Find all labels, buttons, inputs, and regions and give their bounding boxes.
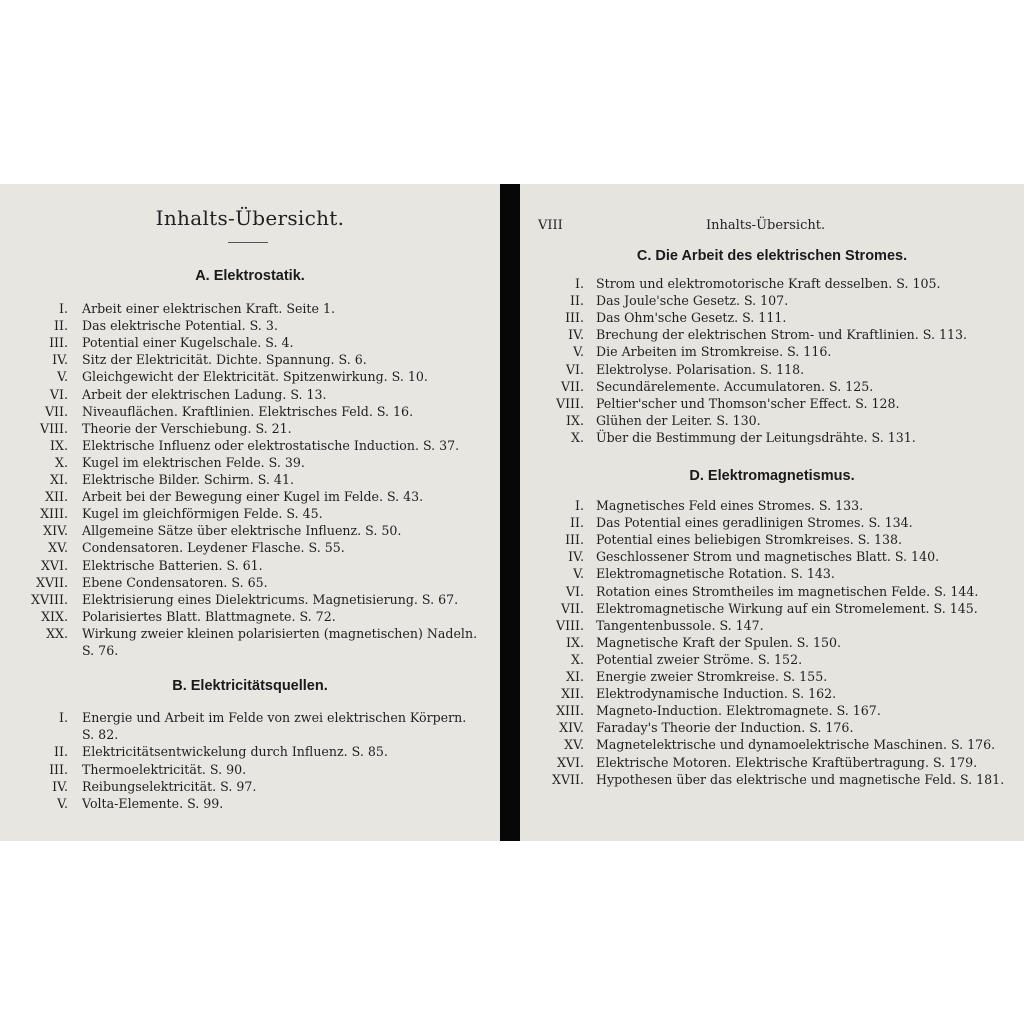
entry-number: VIII.: [555, 617, 584, 633]
entry-text: Arbeit der elektrischen Ladung. S. 13.: [82, 386, 327, 402]
entry-text: Über die Bestimmung der Leitungsdrähte. S. 131.: [596, 429, 916, 445]
entry-number: IX.: [566, 412, 584, 428]
entry-number: I.: [575, 276, 584, 291]
entry-text: Gleichgewicht der Elektricität. Spitzenwirkung. S. 10.: [82, 369, 428, 385]
entry-text: Elektrische Bilder. Schirm. S. 41.: [82, 472, 294, 487]
entry-number: IV.: [52, 778, 68, 794]
entry-text: Polarisiertes Blatt. Blattmagnete. S. 72.: [82, 608, 336, 624]
title-rule: [228, 242, 268, 243]
entry-number: I.: [575, 498, 584, 513]
entry-number: IV.: [568, 327, 584, 343]
entry-text: S. 76.: [82, 643, 119, 658]
entry-number: V.: [573, 566, 584, 582]
book-gutter: [500, 184, 520, 841]
entry-number: IX.: [50, 437, 68, 453]
entry-text: Strom und elektromotorische Kraft desselben. S. 105.: [596, 276, 941, 291]
entry-text: Elektrolyse. Polarisation. S. 118.: [596, 361, 805, 377]
entry-number: XVI.: [40, 557, 68, 573]
entry-number: VII.: [44, 403, 68, 419]
entry-number: IX.: [566, 634, 584, 650]
entry-number: II.: [570, 515, 584, 531]
entry-text: Ebene Condensatoren. S. 65.: [82, 574, 268, 590]
entry-text: Reibungselektricität. S. 97.: [82, 778, 257, 794]
entry-text: Potential eines beliebigen Stromkreises. S. 138.: [596, 532, 903, 548]
book-spread: [0, 184, 1024, 841]
entry-number: XII.: [45, 489, 68, 505]
entry-number: VII.: [560, 600, 584, 616]
entry-text: Geschlossener Strom und magnetisches Blatt. S. 140.: [596, 549, 940, 565]
entry-text: Wirkung zweier kleinen polarisierten (magnetischen) Nadeln.: [82, 625, 478, 641]
entry-number: VI.: [49, 386, 68, 402]
entry-text: Kugel im gleichförmigen Felde. S. 45.: [82, 506, 323, 522]
section-heading: A. Elektrostatik.: [195, 268, 305, 284]
entry-text: Das Joule'sche Gesetz. S. 107.: [596, 293, 789, 309]
entry-text: Tangentenbussole. S. 147.: [596, 617, 764, 633]
entry-text: Allgemeine Sätze über elektrische Influenz. S. 50.: [82, 523, 402, 539]
entry-text: Hypothesen über das elektrische und magnetische Feld. S. 181.: [596, 771, 1005, 787]
entry-text: Kugel im elektrischen Felde. S. 39.: [82, 454, 305, 470]
entry-text: Elektrische Motoren. Elektrische Kraftübertragung. S. 179.: [596, 754, 978, 770]
entry-number: VII.: [560, 378, 584, 394]
entry-text: Potential zweier Ströme. S. 152.: [596, 651, 803, 667]
entry-text: Theorie der Verschiebung. S. 21.: [82, 420, 292, 436]
entry-text: Elektricitätsentwickelung durch Influenz. S. 85.: [82, 744, 388, 760]
entry-number: XVII.: [35, 574, 68, 590]
right-page: [520, 184, 1024, 841]
entry-number: II.: [54, 318, 68, 334]
entry-text: Magnetische Kraft der Spulen. S. 150.: [596, 634, 842, 650]
entry-text: Brechung der elektrischen Strom- und Kraftlinien. S. 113.: [596, 327, 968, 343]
entry-number: XI.: [566, 669, 584, 684]
entry-number: XV.: [564, 737, 584, 753]
entry-number: I.: [59, 710, 68, 725]
entry-text: Elektrische Batterien. S. 61.: [82, 557, 263, 573]
entry-text: Energie und Arbeit im Felde von zwei elektrischen Körpern.: [82, 710, 467, 725]
entry-text: Rotation eines Stromtheiles im magnetischen Felde. S. 144.: [596, 583, 979, 599]
entry-text: Das Ohm'sche Gesetz. S. 111.: [596, 310, 787, 326]
entry-number: III.: [49, 335, 68, 351]
entry-text: Das Potential eines geradlinigen Stromes. S. 134.: [596, 515, 913, 531]
entry-number: XIV.: [43, 523, 68, 539]
entry-text: Elektrische Influenz oder elektrostatische Induction. S. 37.: [82, 437, 460, 453]
entry-text: Potential einer Kugelschale. S. 4.: [82, 335, 294, 351]
entry-number: XIII.: [40, 506, 68, 522]
entry-text: Arbeit einer elektrischen Kraft. Seite 1.: [82, 301, 335, 316]
entry-text: Elektromagnetische Wirkung auf ein Stromelement. S. 145.: [596, 600, 978, 616]
entry-text: Condensatoren. Leydener Flasche. S. 55.: [82, 540, 345, 556]
entry-text: Glühen der Leiter. S. 130.: [596, 412, 761, 428]
section-heading: B. Elektricitätsquellen.: [172, 678, 328, 694]
entry-number: IV.: [568, 549, 584, 565]
section-heading: D. Elektromagnetismus.: [689, 468, 855, 484]
entry-number: XV.: [48, 540, 68, 556]
entry-number: VIII.: [555, 395, 584, 411]
entry-number: III.: [49, 761, 68, 777]
entry-number: X.: [571, 651, 584, 667]
page-number: VIII: [538, 218, 563, 233]
entry-number: XII.: [561, 686, 584, 702]
entry-number: III.: [565, 310, 584, 326]
entry-text: Volta-Elemente. S. 99.: [82, 796, 224, 811]
entry-number: V.: [57, 369, 68, 385]
entry-text: Niveauflächen. Kraftlinien. Elektrisches Feld. S. 16.: [82, 403, 414, 419]
entry-number: VI.: [565, 361, 584, 377]
entry-number: VI.: [565, 583, 584, 599]
entry-text: Arbeit bei der Bewegung einer Kugel im Felde. S. 43.: [82, 489, 424, 505]
entry-number: XIX.: [41, 608, 68, 624]
entry-number: XX.: [46, 625, 68, 641]
entry-number: XVII.: [551, 771, 584, 787]
entry-text: S. 82.: [82, 727, 119, 743]
entry-text: Faraday's Theorie der Induction. S. 176.: [596, 720, 854, 736]
entry-number: XIII.: [556, 703, 584, 719]
entry-number: V.: [57, 796, 68, 811]
entry-number: I.: [59, 301, 68, 316]
entry-text: Sitz der Elektricität. Dichte. Spannung. S. 6.: [82, 352, 367, 368]
entry-text: Magneto-Induction. Elektromagnete. S. 167.: [596, 703, 881, 719]
entry-text: Elektrisierung eines Dielektricums. Magnetisierung. S. 67.: [82, 591, 459, 607]
entry-number: VIII.: [39, 420, 68, 436]
entry-text: Die Arbeiten im Stromkreise. S. 116.: [596, 344, 832, 360]
entry-number: XIV.: [559, 720, 584, 736]
entry-text: Elektromagnetische Rotation. S. 143.: [596, 566, 835, 582]
entry-number: II.: [570, 293, 584, 309]
entry-number: XI.: [50, 472, 68, 487]
page-title: Inhalts-Übersicht.: [155, 206, 345, 230]
entry-text: Energie zweier Stromkreise. S. 155.: [596, 669, 828, 684]
section-heading: C. Die Arbeit des elektrischen Stromes.: [636, 248, 908, 264]
entry-text: Peltier'scher und Thomson'scher Effect. S. 128.: [596, 395, 900, 411]
entry-number: V.: [573, 344, 584, 360]
entry-number: II.: [54, 744, 68, 760]
entry-text: Thermoelektricität. S. 90.: [82, 761, 247, 777]
entry-number: X.: [571, 429, 584, 445]
entry-text: Elektrodynamische Induction. S. 162.: [596, 686, 837, 702]
entry-text: Magnetisches Feld eines Stromes. S. 133.: [596, 498, 864, 513]
left-page: [0, 184, 500, 841]
running-title: Inhalts-Übersicht.: [706, 218, 826, 233]
entry-number: IV.: [52, 352, 68, 368]
entry-number: XVIII.: [31, 591, 68, 607]
entry-number: XVI.: [556, 754, 584, 770]
entry-number: X.: [55, 454, 68, 470]
entry-text: Das elektrische Potential. S. 3.: [82, 318, 278, 334]
entry-number: III.: [565, 532, 584, 548]
entry-text: Magnetelektrische und dynamoelektrische Maschinen. S. 176.: [596, 737, 996, 753]
entry-text: Secundärelemente. Accumulatoren. S. 125.: [596, 378, 874, 394]
